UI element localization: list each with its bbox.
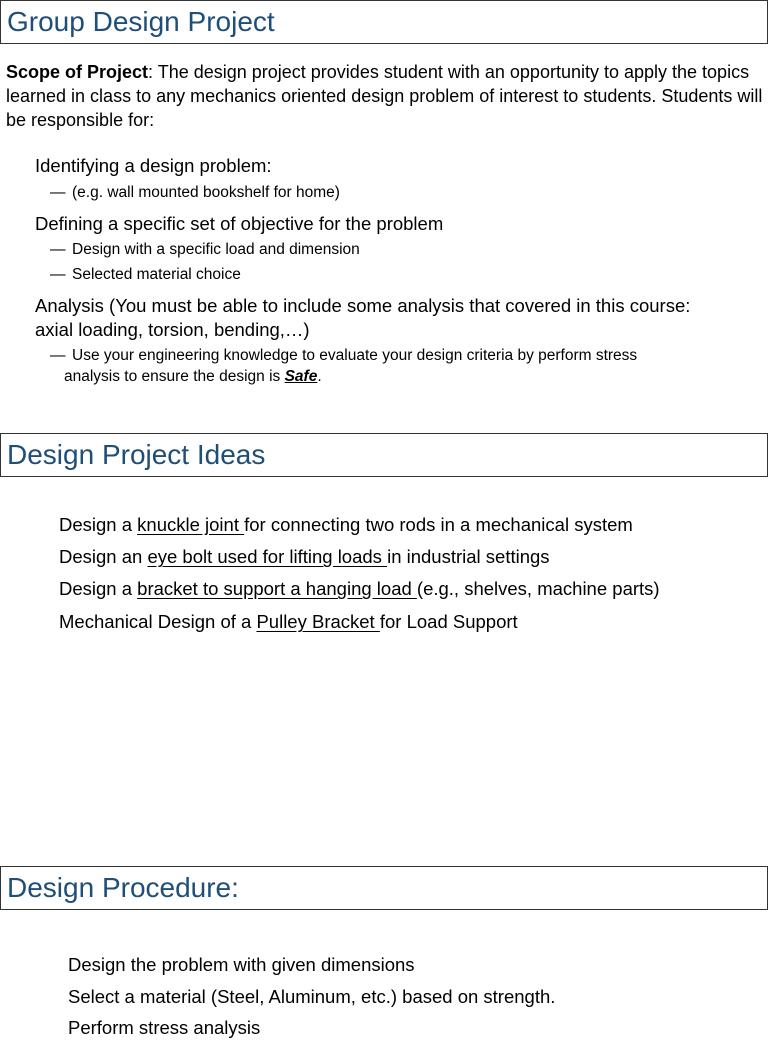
section-heading-design-procedure: Design Procedure: [7, 872, 239, 903]
dash-bullet: — [50, 241, 66, 258]
section-heading-group-design-project: Group Design Project [7, 6, 275, 37]
idea-knuckle-joint [59, 513, 633, 537]
idea-text: Design a [59, 578, 138, 599]
idea-text: Design a [59, 514, 138, 535]
item-analysis-line2: axial loading, torsion, bending,…) [35, 319, 310, 340]
section-heading-design-project-ideas: Design Project Ideas [7, 439, 266, 470]
idea-text: for Load Support [379, 611, 518, 632]
subitem-text: (e.g. wall mounted bookshelf for home) [72, 184, 340, 201]
dash-bullet: — [50, 184, 66, 201]
subitem-load-dimension [50, 240, 360, 260]
idea-link-eye-bolt[interactable]: eye bolt used for lifting loads [147, 546, 388, 567]
safe-emphasis: Safe [284, 368, 318, 385]
idea-link-knuckle-joint[interactable]: knuckle joint [137, 514, 245, 535]
section-heading-box-design-project-ideas [0, 433, 768, 477]
dash-bullet: — [50, 347, 66, 364]
procedure-step-dimensions: Design the problem with given dimensions [68, 954, 415, 975]
scope-paragraph [6, 60, 764, 132]
idea-text: Design an [59, 546, 148, 567]
subitem-wall-bookshelf [50, 183, 340, 203]
subitem-text: . [317, 368, 322, 385]
idea-text: (e.g., shelves, machine parts) [416, 578, 660, 599]
subitem-text: Selected material choice [72, 266, 241, 283]
idea-pulley-bracket [59, 610, 518, 634]
item-identify-problem: Identifying a design problem: [35, 155, 272, 176]
idea-eye-bolt [59, 545, 550, 569]
subitem-material-choice [50, 265, 241, 285]
procedure-step-stress-analysis: Perform stress analysis [68, 1017, 261, 1038]
dash-bullet: — [50, 266, 66, 283]
item-analysis-line1: Analysis (You must be able to include some analysis that covered in this course: [35, 295, 691, 316]
section-heading-box-design-procedure [0, 866, 768, 910]
idea-link-pulley-bracket[interactable]: Pulley Bracket [256, 611, 380, 632]
subitem-text: Design with a specific load and dimension [72, 241, 360, 258]
idea-text: Mechanical Design of a [59, 611, 257, 632]
procedure-step-material: Select a material (Steel, Aluminum, etc.) based on strength. [68, 986, 556, 1007]
subitem-stress-line1 [50, 346, 637, 366]
section-heading-box-group-design-project [0, 0, 768, 44]
item-define-objective: Defining a specific set of objective for the problem [35, 213, 444, 234]
idea-text: for connecting two rods in a mechanical system [244, 514, 633, 535]
scope-label: Scope of Project [6, 62, 149, 82]
subitem-text: Use your engineering knowledge to evaluate your design criteria by perform stress [72, 347, 638, 364]
subitem-stress-line2 [64, 367, 322, 387]
idea-bracket [59, 577, 660, 601]
subitem-text: analysis to ensure the design is [64, 368, 285, 385]
idea-text: in industrial settings [387, 546, 550, 567]
scope-text: : The design project provides student with an opportunity to apply the topics learned in class to any mechanics oriented design problem of interest to students. Students will be responsible for: [6, 62, 763, 130]
idea-link-bracket[interactable]: bracket to support a hanging load [137, 578, 417, 599]
